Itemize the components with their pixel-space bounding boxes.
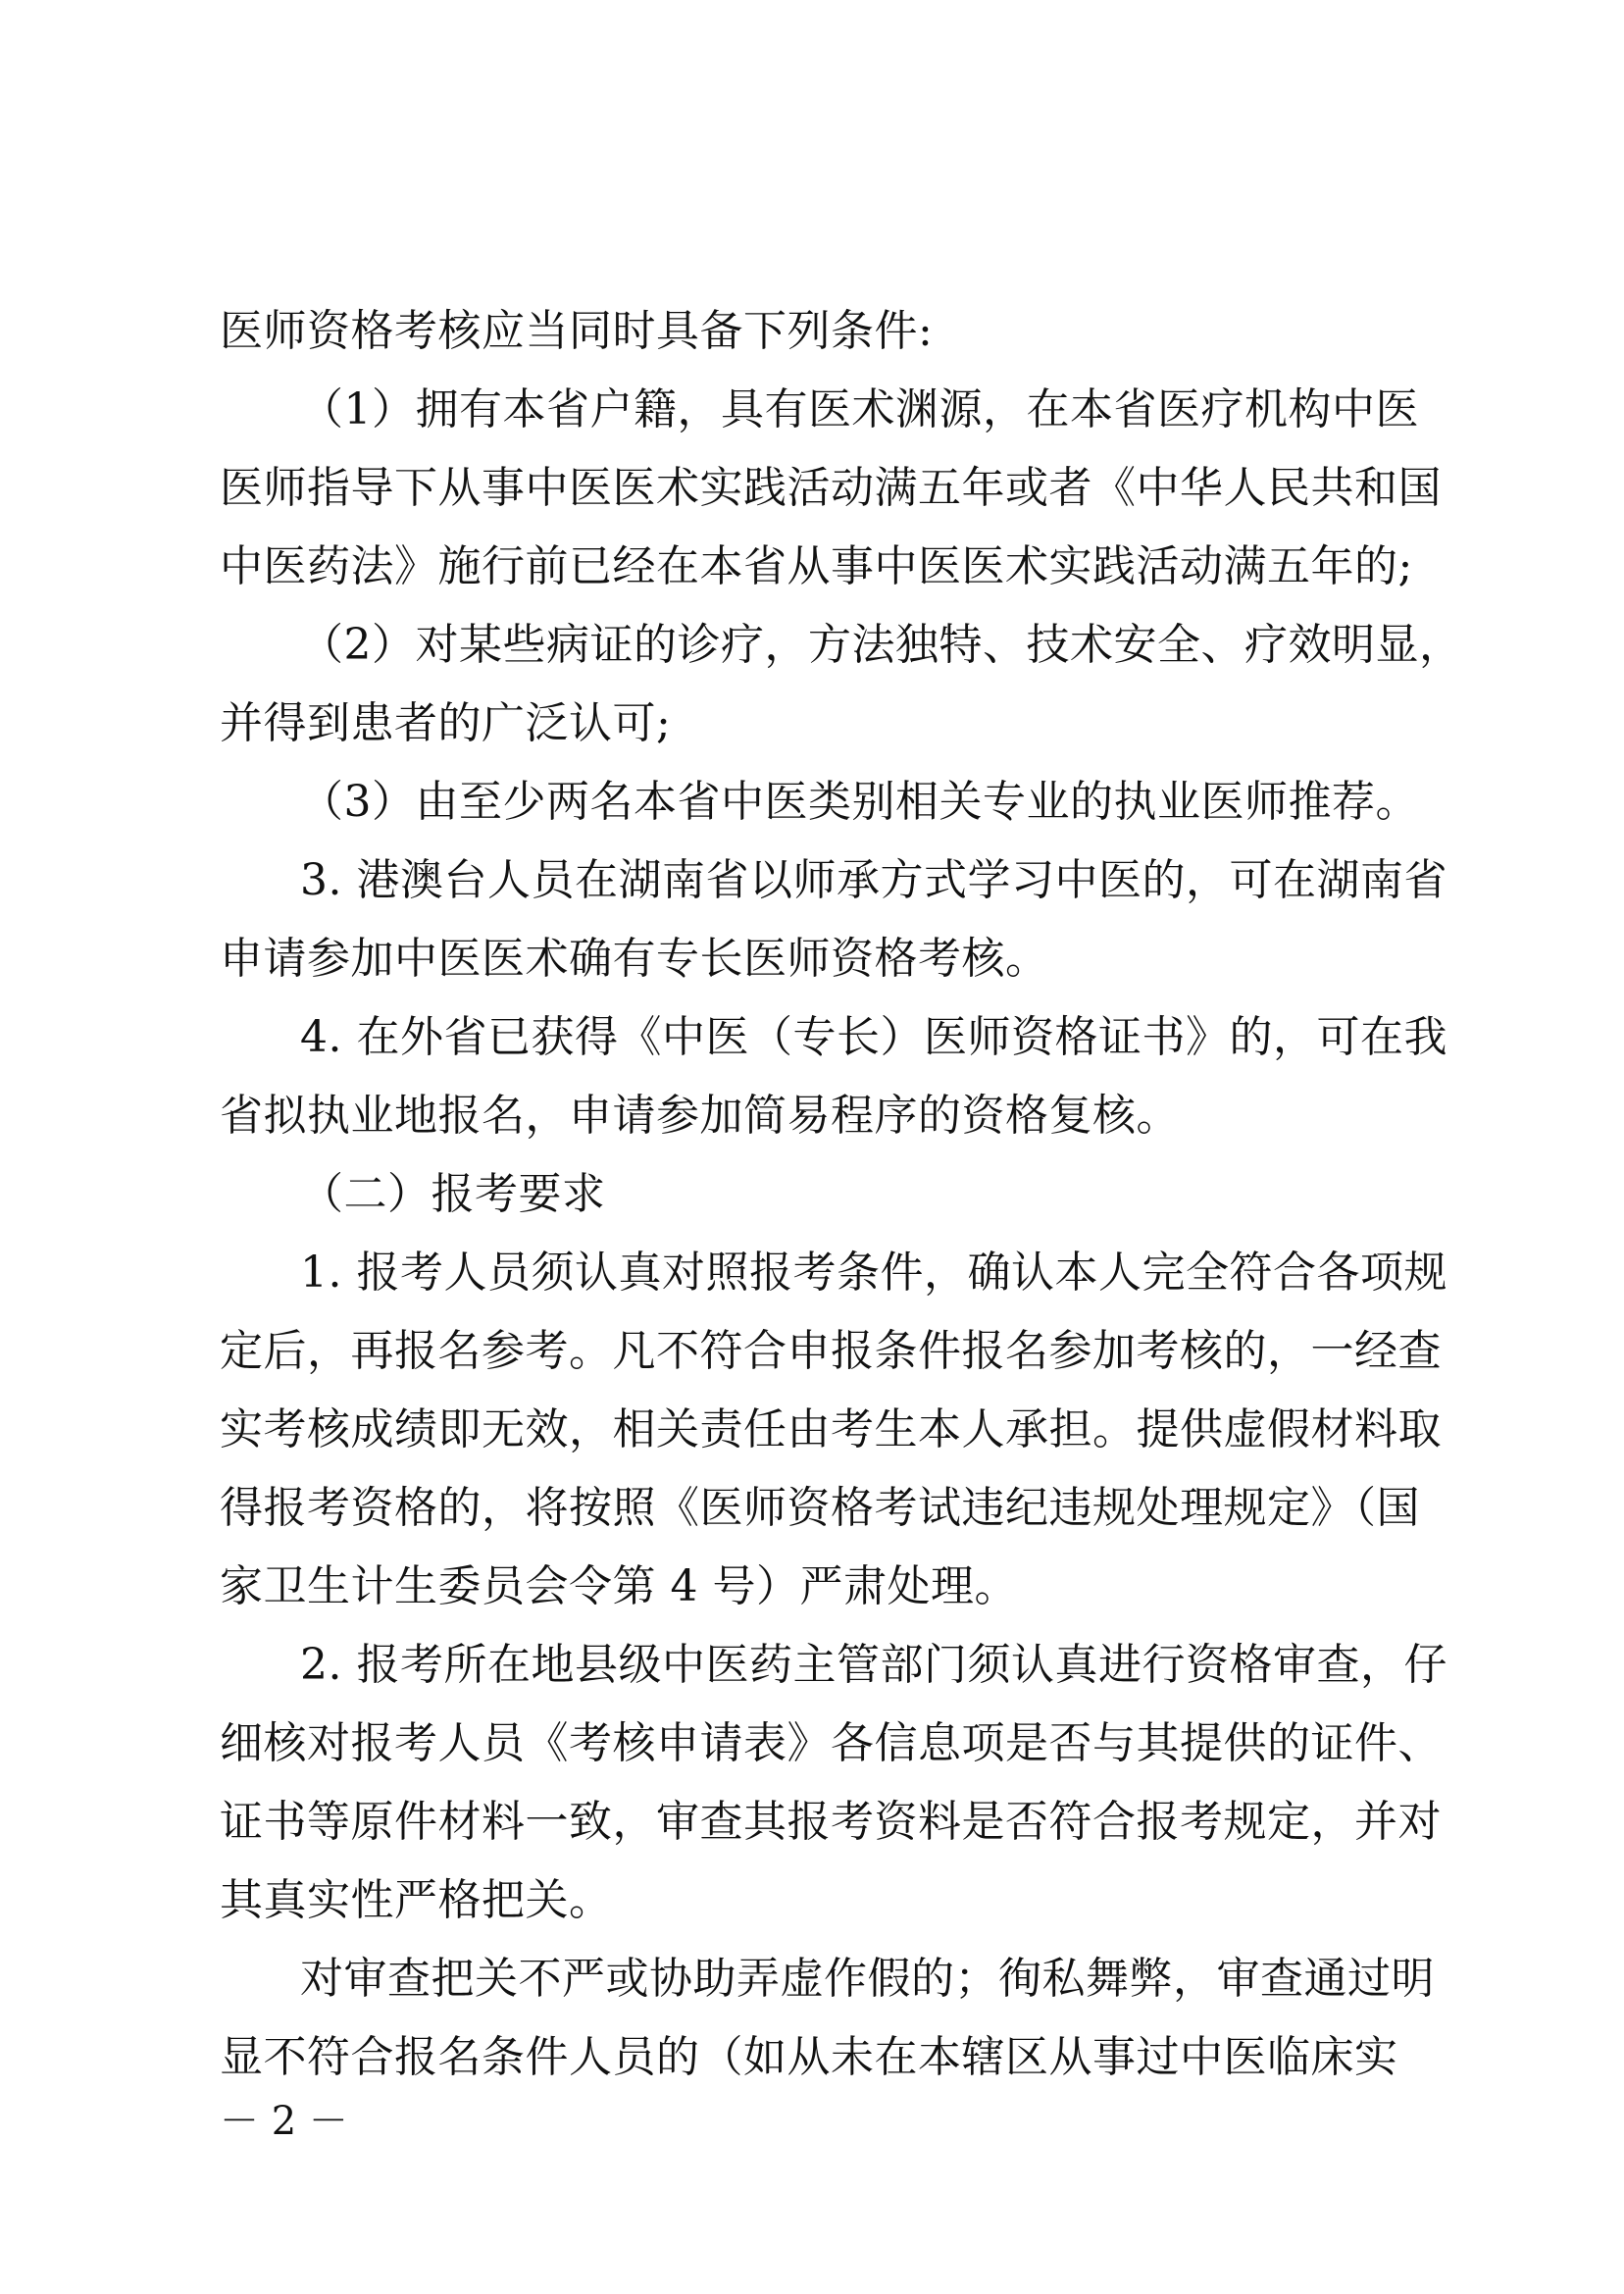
text-line bbox=[0, 1469, 1624, 1548]
text-line-content: 显不符合报名条件人员的（如从未在本辖区从事过中医临床实 bbox=[220, 2032, 1398, 2082]
page-number: － 2 － bbox=[220, 2099, 348, 2144]
text-line bbox=[0, 920, 1624, 998]
section-heading: （二）报考要求 bbox=[300, 1169, 606, 1219]
text-line bbox=[0, 1077, 1624, 1155]
text-line-content: 证书等原件材料一致，审查其报考资料是否符合报考规定，并对 bbox=[220, 1797, 1442, 1847]
text-line-content: 定后，再报名参考。凡不符合申报条件报名参加考核的，一经查 bbox=[220, 1326, 1442, 1376]
text-line-content: 对审查把关不严或协助弄虚作假的；徇私舞弊，审查通过明 bbox=[300, 1954, 1435, 2004]
text-line-content: 申请参加中医医术确有专长医师资格考核。 bbox=[220, 934, 1049, 984]
text-line bbox=[0, 606, 1624, 685]
text-line-content: 实考核成绩即无效，相关责任由考生本人承担。提供虚假材料取 bbox=[220, 1404, 1442, 1454]
text-line bbox=[0, 528, 1624, 606]
text-line-content: 1. 报考人员须认真对照报考条件，确认本人完全符合各项规 bbox=[300, 1248, 1447, 1298]
text-line bbox=[0, 292, 1624, 371]
text-line-content: 并得到患者的广泛认可; bbox=[220, 698, 672, 748]
text-line bbox=[0, 1783, 1624, 1861]
text-line-content: 3. 港澳台人员在湖南省以师承方式学习中医的，可在湖南省 bbox=[300, 855, 1447, 905]
text-line bbox=[0, 1705, 1624, 1783]
text-line bbox=[0, 1234, 1624, 1312]
text-line-content: 其真实性严格把关。 bbox=[220, 1875, 613, 1925]
text-line bbox=[0, 763, 1624, 841]
text-line bbox=[0, 449, 1624, 528]
text-line bbox=[0, 371, 1624, 449]
text-line bbox=[0, 1312, 1624, 1391]
text-line-content: 医师资格考核应当同时具备下列条件: bbox=[220, 306, 934, 356]
text-line bbox=[0, 841, 1624, 920]
text-line bbox=[0, 1155, 1624, 1234]
text-line-content: （3）由至少两名本省中医类别相关专业的执业医师推荐。 bbox=[300, 777, 1419, 827]
text-line-content: 省拟执业地报名，申请参加简易程序的资格复核。 bbox=[220, 1091, 1180, 1141]
text-line bbox=[0, 998, 1624, 1077]
text-line-content: 2. 报考所在地县级中医药主管部门须认真进行资格审查，仔 bbox=[300, 1640, 1447, 1690]
text-line-content: （2）对某些病证的诊疗，方法独特、技术安全、疗效明显， bbox=[300, 620, 1463, 670]
text-line bbox=[0, 1861, 1624, 1940]
text-line-content: 医师指导下从事中医医术实践活动满五年或者《中华人民共和国 bbox=[220, 463, 1442, 513]
text-line-content: 4. 在外省已获得《中医（专长）医师资格证书》的，可在我 bbox=[300, 1012, 1447, 1062]
text-line bbox=[0, 685, 1624, 763]
text-line bbox=[0, 1626, 1624, 1705]
text-line-content: 得报考资格的，将按照《医师资格考试违纪违规处理规定》（国 bbox=[220, 1483, 1420, 1533]
text-line-content: （1）拥有本省户籍，具有医术渊源，在本省医疗机构中医 bbox=[300, 384, 1419, 434]
text-line-content: 细核对报考人员《考核申请表》各信息项是否与其提供的证件、 bbox=[220, 1718, 1442, 1768]
text-line-content: 中医药法》施行前已经在本省从事中医医术实践活动满五年的; bbox=[220, 541, 1413, 591]
text-line bbox=[0, 1548, 1624, 1626]
text-line bbox=[0, 2018, 1624, 2097]
text-line bbox=[0, 1940, 1624, 2018]
text-line-content: 家卫生计生委员会令第 4 号）严肃处理。 bbox=[220, 1561, 1018, 1611]
text-line bbox=[0, 1391, 1624, 1469]
